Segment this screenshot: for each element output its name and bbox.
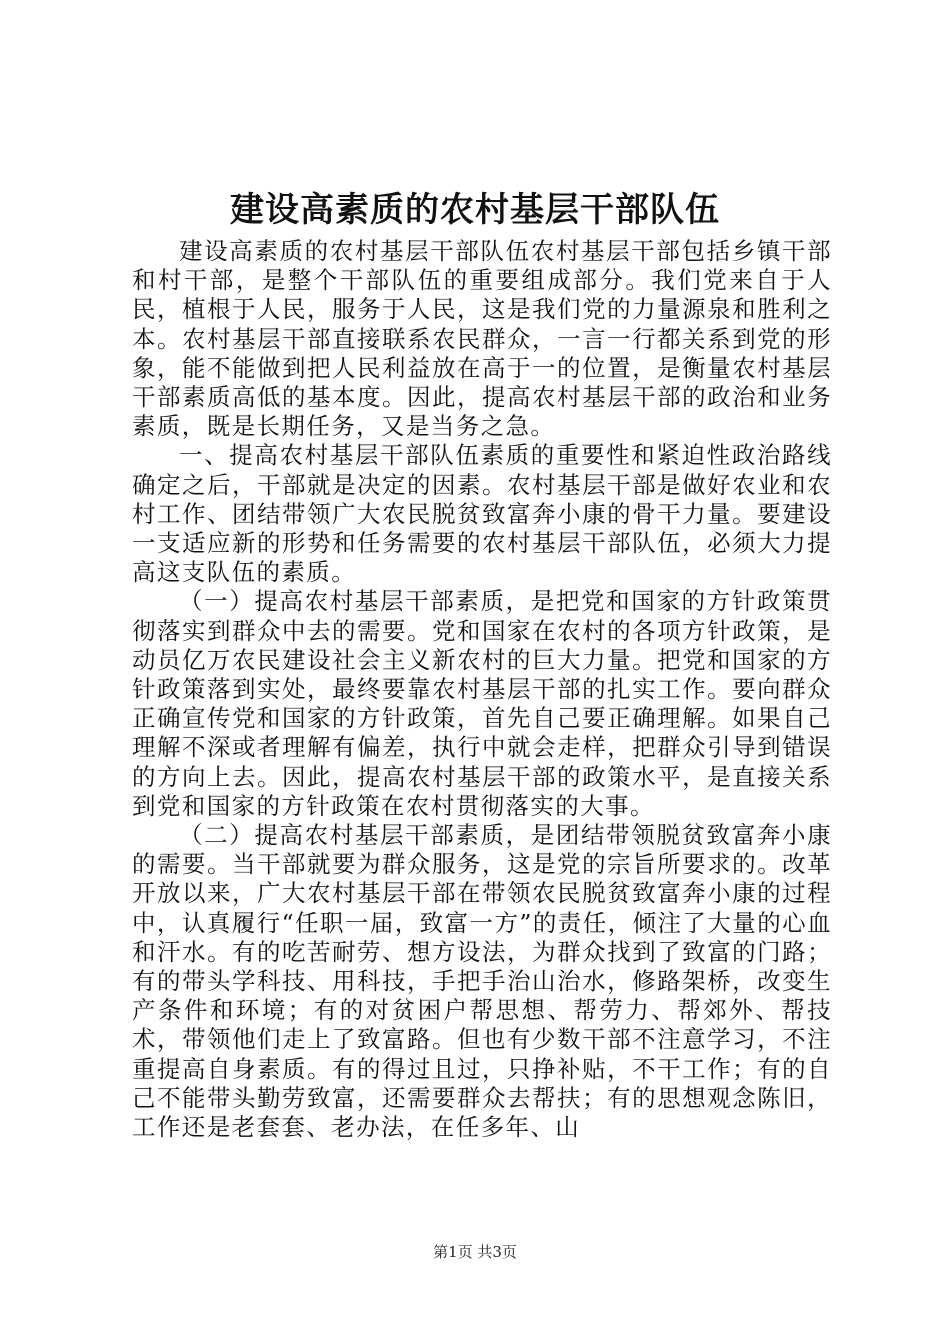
document-body (132, 237, 832, 1142)
paragraph-subsection-one: （一）提高农村基层干部素质，是把党和国家的方针政策贯彻落实到群众中去的需要。党和国家在农村的各项方针政策，是动员亿万农民建设社会主义新农村的巨大力量。把党和国家的方针政策落到实处，最终要靠农村基层干部的扎实工作。要向群众正确宣传党和国家的方针政策，首先自己要正确理解。如果自己理解不深或者理解有偏差，执行中就会走样，把群众引导到错误的方向上去。因此，提高农村基层干部的政策水平，是直接关系到党和国家的方针政策在农村贯彻落实的大事。 (132, 587, 832, 820)
document-title: 建设高素质的农村基层干部队伍 (230, 190, 720, 230)
paragraph-subsection-two: （二）提高农村基层干部素质，是团结带领脱贫致富奔小康的需要。当干部就要为群众服务，这是党的宗旨所要求的。改革开放以来，广大农村基层干部在带领农民脱贫致富奔小康的过程中，认真履行“任职一届，致富一方”的责任，倾注了大量的心血和汗水。有的吃苦耐劳、想方设法，为群众找到了致富的门路；有的带头学科技、用科技，手把手治山治水，修路架桥，改变生产条件和环境；有的对贫困户帮思想、帮劳力、帮郊外、帮技术，带领他们走上了致富路。但也有少数干部不注意学习，不注重提高自身素质。有的得过且过，只挣补贴，不干工作；有的自己不能带头勤劳致富，还需要群众去帮扶；有的思想观念陈旧，工作还是老套套、老办法，在任多年、山 (132, 821, 832, 1142)
paragraph-section-one: 一、提高农村基层干部队伍素质的重要性和紧迫性政治路线确定之后，干部就是决定的因素。农村基层干部是做好农业和农村工作、团结带领广大农民脱贫致富奔小康的骨干力量。要建设一支适应新的形势和任务需要的农村基层干部队伍，必须大力提高这支队伍的素质。 (132, 441, 832, 587)
page-footer: 第1页 共3页 (433, 1243, 517, 1261)
paragraph-intro: 建设高素质的农村基层干部队伍农村基层干部包括乡镇干部和村干部，是整个干部队伍的重要组成部分。我们党来自于人民，植根于人民，服务于人民，这是我们党的力量源泉和胜利之本。农村基层干部直接联系农民群众，一言一行都关系到党的形象，能不能做到把人民利益放在高于一的位置，是衡量农村基层干部素质高低的基本度。因此，提高农村基层干部的政治和业务素质，既是长期任务，又是当务之急。 (132, 237, 832, 441)
